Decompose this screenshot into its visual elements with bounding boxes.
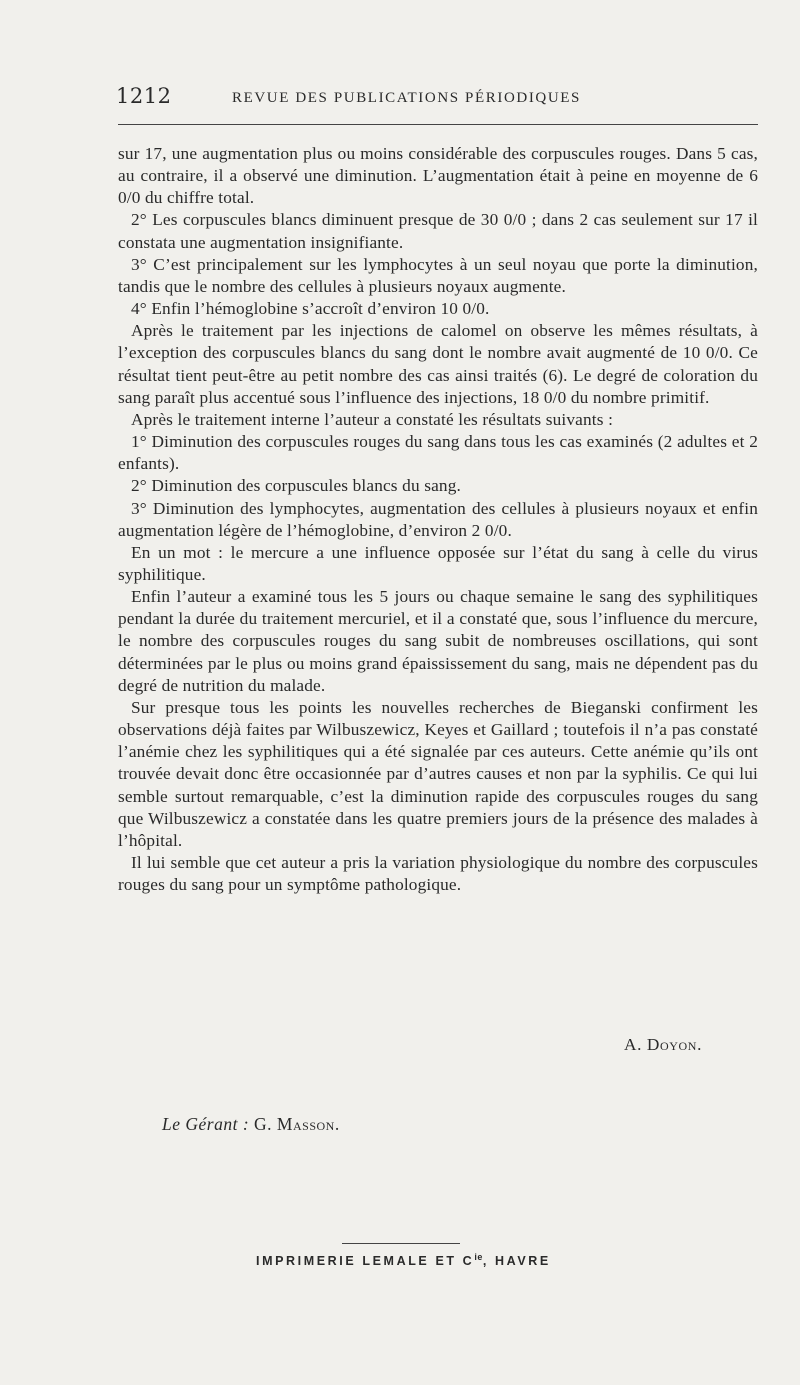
paragraph: 3° C’est principalement sur les lymphocytes à un seul noyau que porte la diminution, tandis que le nombre des cellules à plusieurs noyaux augmente. [118, 254, 758, 296]
paragraph: 1° Diminution des corpuscules rouges du sang dans tous les cas examinés (2 adultes et 2 enfants). [118, 432, 758, 474]
article-body [118, 143, 758, 896]
printer-rule [342, 1243, 460, 1244]
paragraph: Après le traitement interne l’auteur a constaté les résultats suivants : [131, 409, 614, 429]
author-signature: A. Doyon. [624, 1035, 702, 1054]
printer-name: IMPRIMERIE LEMALE ET C [256, 1254, 475, 1269]
paragraph: Sur presque tous les points les nouvelles recherches de Bieganski confirment les observations déjà faites par Wilbuszewicz, Keyes et Gaillard ; toutefois il n’a pas constaté l’anémie chez les syphilitiques qui a été signalée par ces auteurs. Cette anémie qu’ils ont trouvée devait donc être occasionnée par d’autres causes et non par la syphilis. Ce qui lui semble surtout remarquable, c’est la diminution rapide des corpuscules rouges du sang que Wilbuszewicz a constatée dans les quatre premiers jours de la présence des malades à l’hôpital. [118, 697, 758, 850]
paragraph: Il lui semble que cet auteur a pris la variation physiologique du nombre des corpuscules rouges du sang pour un symptôme pathologique. [118, 853, 758, 895]
page-number: 1212 [116, 84, 172, 108]
paragraph: 4° Enfin l’hémoglobine s’accroît d’environ 10 0/0. [131, 299, 490, 319]
gerant-line [162, 1114, 340, 1135]
printer-city: , HAVRE [482, 1254, 551, 1269]
gerant-label: Le Gérant : [162, 1114, 250, 1134]
printer-imprint [256, 1252, 551, 1268]
gerant-name: G. Masson. [254, 1114, 340, 1134]
paragraph: 3° Diminution des lymphocytes, augmentation des cellules à plusieurs noyaux et enfin augmentation légère de l’hémoglobine, d’environ 2 0/0. [118, 498, 758, 540]
paragraph: Après le traitement par les injections de calomel on observe les mêmes résultats, à l’exception des corpuscules blancs du sang dont le nombre avait augmenté de 10 0/0. Ce résultat tient peut-être au petit nombre des cas ainsi traités (6). Le degré de coloration du sang paraît plus accentué sous l’influence des injections, 18 0/0 du nombre primitif. [118, 321, 758, 407]
paragraph: sur 17, une augmentation plus ou moins considérable des corpuscules rouges. Dans 5 cas, au contraire, il a observé une diminution. L’augmentation était à peine en moyenne de 6 0/0 du chiffre total. [118, 144, 758, 208]
printer-superscript: ie [474, 1252, 483, 1262]
paragraph: Enfin l’auteur a examiné tous les 5 jours ou chaque semaine le sang des syphilitiques pendant la durée du traitement mercuriel, et il a constaté que, sous l’influence du mercure, le nombre des corpuscules rouges du sang subit de nombreuses oscillations, qui sont déterminées par le plus ou moins grand épaississement du sang, mais ne dépendent pas du degré de nutrition du malade. [118, 587, 758, 695]
header-rule [118, 124, 758, 125]
paragraph: 2° Diminution des corpuscules blancs du sang. [131, 476, 461, 496]
paragraph: 2° Les corpuscules blancs diminuent presque de 30 0/0 ; dans 2 cas seulement sur 17 il constata une augmentation insignifiante. [118, 210, 758, 252]
paragraph: En un mot : le mercure a une influence opposée sur l’état du sang à celle du virus syphilitique. [118, 542, 758, 584]
running-title: REVUE DES PUBLICATIONS PÉRIODIQUES [232, 90, 581, 106]
